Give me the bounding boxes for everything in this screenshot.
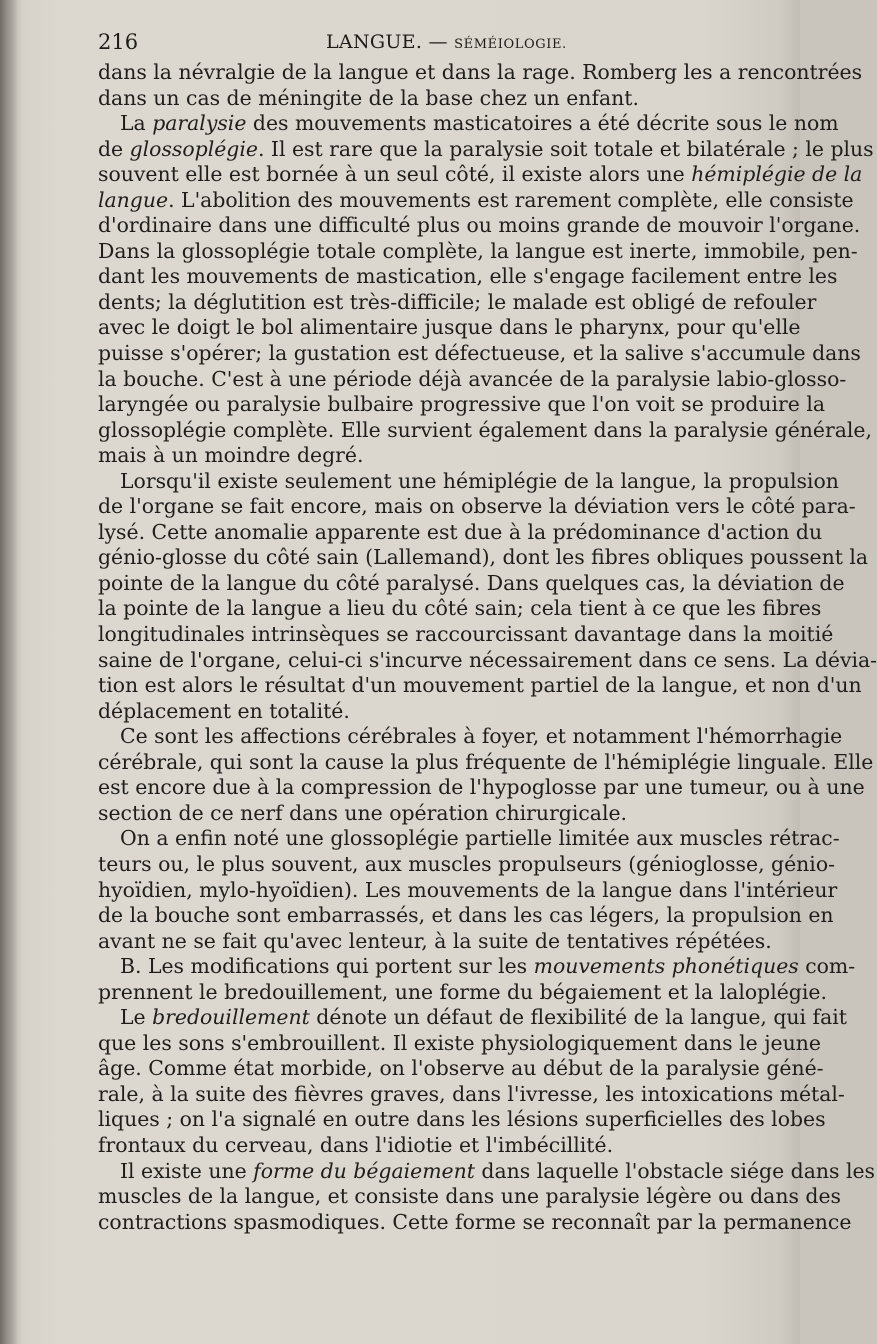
running-title-separator: — [422,31,455,53]
text-line: muscles de la langue, et consiste dans une paralysie légère ou dans des [98,1184,841,1209]
text-line: Ce sont les affections cérébrales à foyer, et notamment l'hémorrhagie [120,724,843,749]
emphasis-term: langue [98,187,169,212]
emphasis-term: paralysie [152,111,247,136]
running-header [98,30,778,62]
text-line: de l'organe se fait encore, mais on observe la déviation vers le côté para- [98,494,856,519]
text-line: prennent le bredouillement, une forme du bégaiement et la laloplégie. [98,979,827,1004]
text-line: tion est alors le résultat d'un mouvement partiel de la langue, et non d'un [98,673,862,698]
text-line: que les sons s'embrouillent. Il existe physiologiquement dans le jeune [98,1030,821,1055]
text-line [98,136,874,163]
text-line: Dans la glossoplégie totale complète, la langue est inerte, immobile, pen- [98,238,858,263]
text-line [98,162,863,188]
text-line: puisse s'opérer; la gustation est défectueuse, et la salive s'accumule dans [98,341,861,366]
text-run: . L'abolition des mouvements est rarement complète, elle consiste [168,187,854,212]
text-line [98,954,856,980]
text-line: génio-glosse du côté sain (Lallemand), dont les fibres obliques poussent la [98,545,869,570]
text-line: longitudinales intrinsèques se raccourcissant davantage dans la moitié [98,622,834,647]
text-line: d'ordinaire dans une difficulté plus ou moins grande de mouvoir l'organe. [98,213,861,238]
text-run: B. Les modifications qui portent sur les [120,954,534,979]
text-run: dénote un défaut de flexibilité de la langue, qui fait [309,1005,847,1030]
text-line: la bouche. C'est à une période déjà avancée de la paralysie labio-glosso- [98,366,847,391]
text-run: souvent elle est bornée à un seul côté, il existe alors une [98,162,692,187]
text-line: Lorsqu'il existe seulement une hémiplégie de la langue, la propulsion [120,468,839,493]
text-line: avec le doigt le bol alimentaire jusque dans le pharynx, pour qu'elle [98,315,801,340]
text-line [98,187,854,214]
emphasis-term: hémiplégie de la [691,162,863,187]
emphasis-term: mouvements phonétiques [533,954,799,979]
text-line: rale, à la suite des fièvres graves, dans l'ivresse, les intoxications métal- [98,1081,845,1106]
text-line: dents; la déglutition est très-difficile; le malade est obligé de refouler [98,289,817,314]
page-spine-shadow [0,0,18,1344]
emphasis-term: forme du bégaiement [253,1158,475,1183]
text-run: dans laquelle l'obstacle siége dans les [474,1158,875,1183]
text-line: dans la névralgie de la langue et dans la rage. Romberg les a rencontrées [98,60,863,84]
text-line: contractions spasmodiques. Cette forme se reconnaît par la permanence [98,1209,852,1234]
text-line: glossoplégie complète. Elle survient également dans la paralysie générale, [98,417,872,442]
text-line: de la bouche sont embarrassés, et dans les cas légers, la propulsion en [98,903,834,928]
text-line: mais à un moindre degré. [98,443,364,468]
text-line: dans un cas de méningite de la base chez un enfant. [98,85,639,110]
text-run: . Il est rare que la paralysie soit totale et bilatérale ; le plus [257,136,874,161]
text-line: frontaux du cerveau, dans l'idiotie et l'imbécillité. [98,1132,614,1157]
text-run: des mouvements masticatoires a été décrite sous le nom [246,111,839,136]
body-text [98,60,877,1235]
text-line: pointe de la langue du côté paralysé. Dans quelques cas, la déviation de [98,570,845,595]
text-line: est encore due à la compression de l'hypoglosse par une tumeur, ou à une [98,775,865,800]
text-line: saine de l'organe, celui-ci s'incurve nécessairement dans ce sens. La dévia- [98,647,877,672]
text-line: liques ; on l'a signalé en outre dans les lésions superficielles des lobes [98,1107,826,1132]
running-title-main: LANGUE. [326,31,423,53]
text-line: teurs ou, le plus souvent, aux muscles propulseurs (génioglosse, génio- [98,851,835,876]
text-line: déplacement en totalité. [98,698,350,723]
page-number: 216 [98,30,139,54]
text-line: lysé. Cette anomalie apparente est due à la prédominance d'action du [98,519,823,544]
text-run: La [120,111,153,136]
text-line: On a enfin noté une glossoplégie partielle limitée aux muscles rétrac- [120,826,840,851]
text-line [98,1158,875,1185]
text-line [98,111,839,137]
running-title-subtitle: SÉMÉIOLOGIE. [454,37,567,52]
text-run: de [98,136,130,161]
text-line: âge. Comme état morbide, on l'observe au début de la paralysie géné- [98,1056,824,1081]
text-line: section de ce nerf dans une opération chirurgicale. [98,800,628,825]
emphasis-term: bredouillement [152,1005,310,1030]
text-run: Le [120,1005,153,1030]
text-line: cérébrale, qui sont la cause la plus fréquente de l'hémiplégie linguale. Elle [98,749,874,774]
emphasis-term: glossoplégie [129,136,258,161]
running-title [326,31,567,53]
text-line: la pointe de la langue a lieu du côté sain; cela tient à ce que les fibres [98,596,822,621]
text-run: Il existe une [120,1158,254,1183]
text-run: com- [798,954,856,979]
text-line [98,1005,847,1031]
text-line: hyoïdien, mylo-hyoïdien). Les mouvements de la langue dans l'intérieur [98,877,838,902]
text-line: avant ne se fait qu'avec lenteur, à la suite de tentatives répétées. [98,928,772,953]
text-line: dant les mouvements de mastication, elle s'engage facilement entre les [98,264,838,289]
text-line: laryngée ou paralysie bulbaire progressive que l'on voit se produire la [98,392,826,417]
